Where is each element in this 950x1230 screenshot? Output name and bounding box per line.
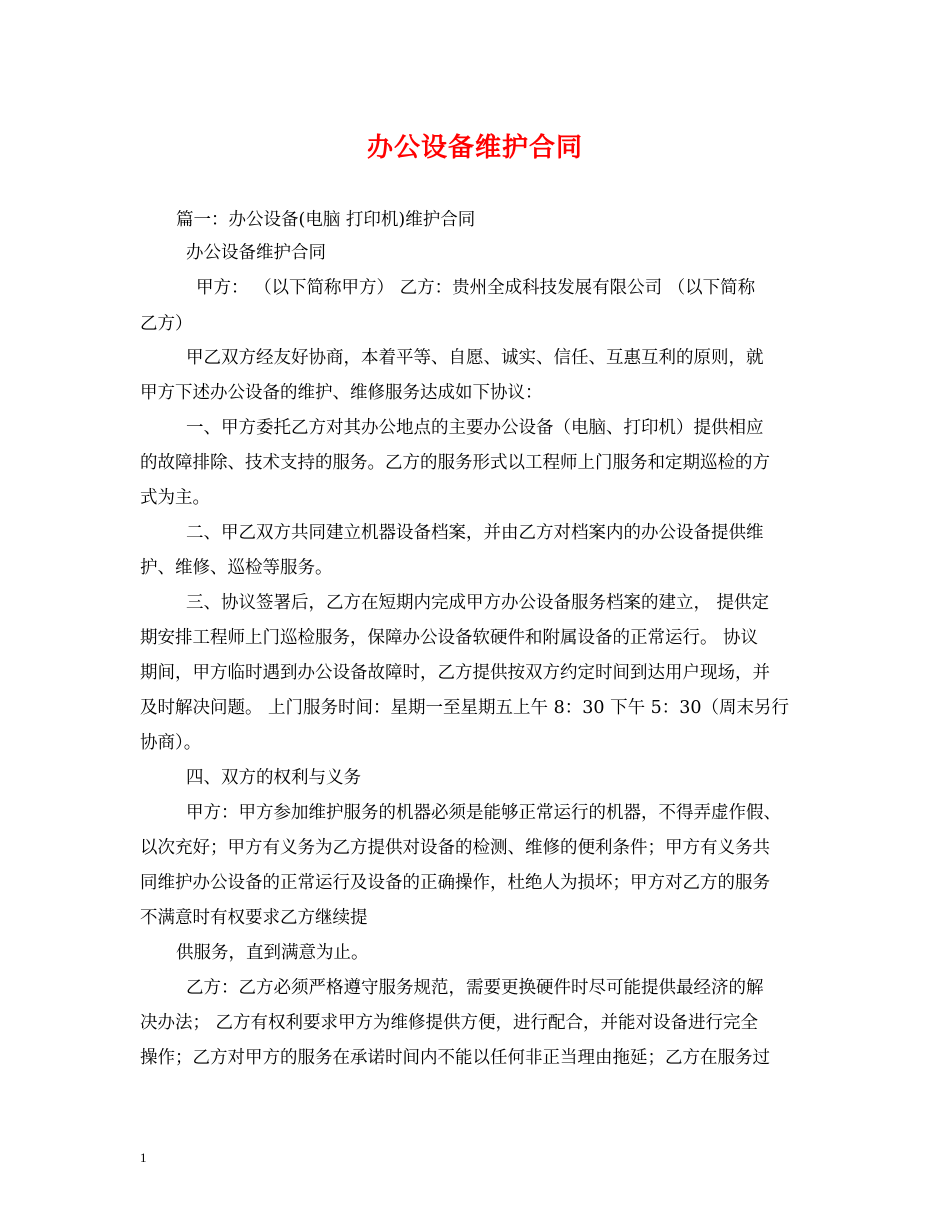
- paragraph-line: 期安排工程师上门巡检服务，保障办公设备软硬件和附属设备的正常运行。 协议: [140, 628, 759, 648]
- paragraph-line: 甲方：甲方参加维护服务的机器必须是能够正常运行的机器，不得弄虚作假、: [186, 803, 781, 823]
- paragraph-line: 期间，甲方临时遇到办公设备故障时，乙方提供按双方约定时间到达用户现场，并: [140, 663, 770, 683]
- paragraph-line: 甲方： （以下简称甲方） 乙方：贵州全成科技发展有限公司 （以下简称: [196, 278, 756, 298]
- paragraph-line: 协商）。: [140, 733, 202, 753]
- paragraph-line: 二、甲乙双方共同建立机器设备档案，并由乙方对档案内的办公设备提供维: [186, 523, 764, 543]
- document-title: 办公设备维护合同: [366, 133, 583, 163]
- paragraph-line: 式为主。: [140, 488, 210, 508]
- paragraph-line: 决办法； 乙方有权利要求甲方为维修提供方便，进行配合，并能对设备进行完全: [140, 1013, 759, 1033]
- section-heading: 篇一：办公设备(电脑 打印机)维护合同: [176, 210, 476, 230]
- paragraph-line: 以次充好；甲方有义务为乙方提供对设备的检测、维修的便利条件；甲方有义务共: [140, 838, 770, 858]
- paragraph-line: 一、甲方委托乙方对其办公地点的主要办公设备（电脑、打印机）提供相应: [186, 418, 764, 438]
- page-number: 1: [140, 1150, 147, 1165]
- paragraph-line: 三、协议签署后，乙方在短期内完成甲方办公设备服务档案的建立， 提供定: [186, 593, 770, 613]
- section-heading: 四、双方的权利与义务: [186, 768, 361, 788]
- paragraph-line: 同维护办公设备的正常运行及设备的正确操作，杜绝人为损坏；甲方对乙方的服务: [140, 873, 770, 893]
- paragraph-line: 的故障排除、技术支持的服务。乙方的服务形式以工程师上门服务和定期巡检的方: [140, 453, 770, 473]
- paragraph-line: 不满意时有权要求乙方继续提: [140, 908, 368, 928]
- paragraph-line: 操作；乙方对甲方的服务在承诺时间内不能以任何非正当理由拖延；乙方在服务过: [140, 1048, 770, 1068]
- paragraph-line: 甲方下述办公设备的维护、维修服务达成如下协议：: [140, 383, 543, 403]
- paragraph-line: 及时解决问题。 上门服务时间：星期一至星期五上午 8：30 下午 5：30（周末另行: [140, 698, 790, 718]
- paragraph-line: 护、维修、巡检等服务。: [140, 558, 333, 578]
- paragraph-line: 乙方：乙方必须严格遵守服务规范，需要更换硬件时尽可能提供最经济的解: [186, 978, 764, 998]
- paragraph-line: 甲乙双方经友好协商，本着平等、自愿、诚实、信任、互惠互利的原则，就: [186, 348, 764, 368]
- paragraph-line: 供服务，直到满意为止。: [176, 943, 369, 963]
- contract-subtitle: 办公设备维护合同: [186, 243, 326, 263]
- paragraph-line: 乙方）: [140, 314, 193, 334]
